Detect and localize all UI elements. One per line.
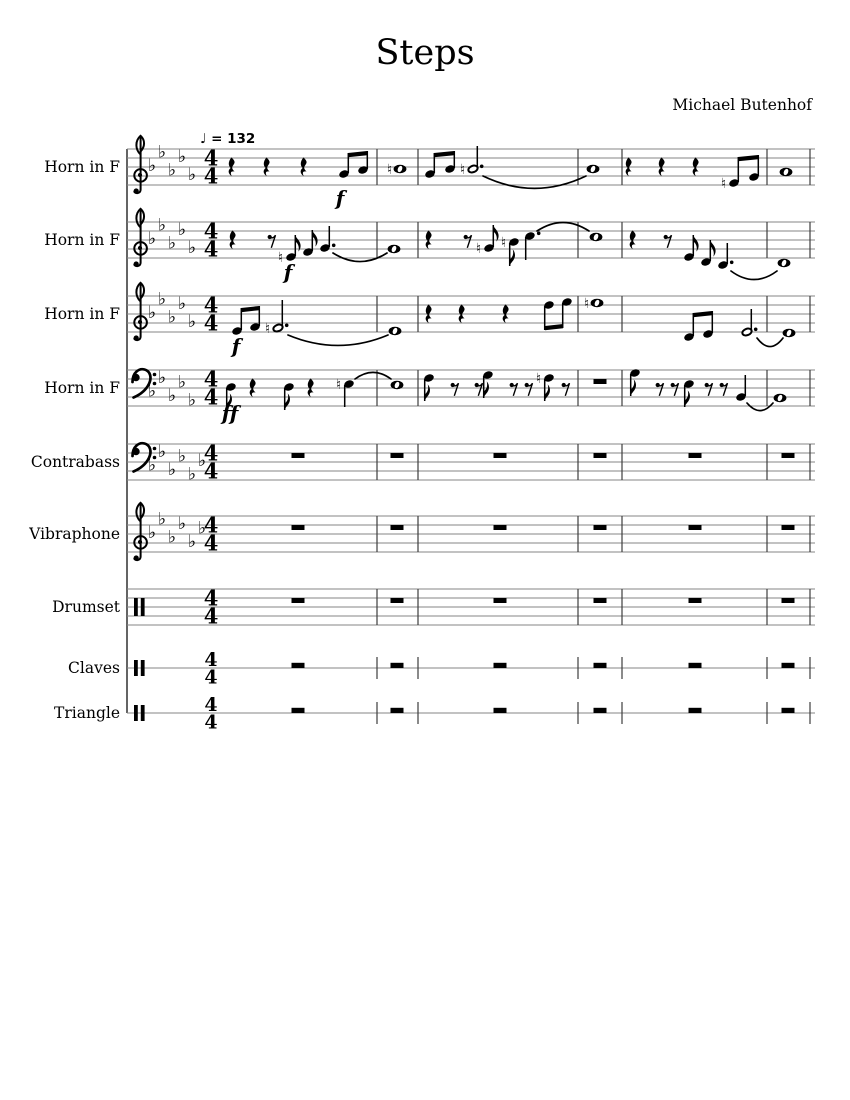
measure-rest[interactable]	[594, 453, 607, 458]
time-signature	[204, 649, 217, 689]
whole-note[interactable]	[584, 296, 603, 312]
svg-text:♭: ♭	[177, 294, 187, 314]
eighth-rest[interactable]	[475, 383, 483, 396]
accidental-natural: ♮	[264, 321, 271, 337]
beam	[348, 151, 367, 157]
measure-rest[interactable]	[689, 598, 702, 603]
measure-rest[interactable]	[391, 453, 404, 458]
svg-text:♭: ♭	[177, 372, 187, 393]
beam	[241, 306, 259, 312]
instrument-label: Horn in F	[44, 231, 120, 249]
instrument-label: Horn in F	[44, 305, 120, 323]
svg-text:4: 4	[203, 218, 219, 244]
svg-text:♭: ♭	[177, 220, 187, 240]
time-signature	[204, 513, 219, 556]
svg-text:4: 4	[203, 440, 219, 466]
svg-text:4: 4	[203, 366, 219, 392]
whole-note[interactable]	[389, 327, 402, 335]
dynamic-marking[interactable]: f	[283, 260, 293, 284]
svg-text:♭: ♭	[147, 303, 157, 323]
eighth-rest[interactable]	[664, 235, 672, 248]
measure-rest[interactable]	[292, 598, 305, 603]
measure-rest[interactable]	[689, 708, 702, 713]
time-signature	[204, 146, 219, 189]
half-note[interactable]	[460, 146, 484, 178]
measure-rest[interactable]	[689, 525, 702, 530]
eighth-note[interactable]	[476, 225, 499, 257]
measure-rest[interactable]	[689, 663, 702, 668]
svg-text:♭: ♭	[187, 464, 197, 485]
measure-rest[interactable]	[292, 708, 305, 713]
instrument-label: Claves	[68, 659, 120, 677]
svg-text:4: 4	[203, 384, 219, 410]
whole-note[interactable]	[391, 381, 404, 389]
svg-text:♭: ♭	[177, 514, 187, 534]
staff-horn-in-f-3	[44, 367, 815, 426]
time-signature	[204, 694, 217, 734]
accidental-natural: ♮	[459, 162, 466, 178]
eighth-rest[interactable]	[510, 383, 518, 396]
time-signature	[204, 219, 219, 262]
eighth-note[interactable]	[231, 308, 243, 336]
instrument-label: Drumset	[52, 598, 120, 616]
note-flag	[710, 240, 715, 257]
augmentation-dot	[332, 244, 336, 248]
eighth-note[interactable]	[721, 157, 740, 192]
beam	[434, 151, 454, 157]
svg-text:♭: ♭	[147, 381, 157, 402]
svg-text:4: 4	[203, 145, 219, 171]
staff-drumset-6	[52, 586, 815, 629]
measure-rest[interactable]	[494, 525, 507, 530]
svg-text:4: 4	[203, 530, 219, 556]
svg-text:4: 4	[204, 711, 218, 734]
whole-note[interactable]	[388, 245, 401, 253]
measure-rest[interactable]	[782, 708, 795, 713]
quarter-note[interactable]	[717, 243, 733, 270]
time-signature	[204, 441, 219, 484]
svg-text:4: 4	[203, 603, 219, 629]
svg-text:♭: ♭	[167, 386, 177, 406]
svg-text:♭: ♭	[167, 460, 177, 480]
measure-rest[interactable]	[391, 598, 404, 603]
svg-text:4: 4	[204, 666, 218, 689]
note-flag	[493, 225, 498, 242]
measure-rest[interactable]	[782, 525, 795, 530]
eighth-rest[interactable]	[705, 383, 713, 396]
accidental-natural: ♮	[535, 371, 542, 387]
beam	[545, 324, 563, 330]
key-signature	[148, 442, 206, 485]
whole-note[interactable]	[774, 394, 787, 402]
instrument-label: Vibraphone	[29, 525, 120, 543]
svg-text:4: 4	[203, 163, 219, 189]
augmentation-dot	[285, 324, 289, 328]
eighth-rest[interactable]	[525, 383, 533, 396]
note-flag	[425, 384, 430, 401]
score-title: Steps	[375, 33, 475, 73]
note-flag	[545, 384, 550, 401]
note-flag	[312, 230, 317, 247]
whole-note[interactable]	[778, 259, 791, 267]
svg-text:♭: ♭	[187, 312, 197, 332]
whole-note[interactable]	[590, 233, 603, 241]
staff-horn-in-f-2	[44, 283, 815, 359]
svg-text:♭: ♭	[167, 160, 177, 181]
staff-system	[28, 136, 815, 734]
svg-text:4: 4	[203, 585, 219, 611]
tempo-marking[interactable]: ♩ = 132	[200, 131, 256, 147]
measure-rest[interactable]	[689, 453, 702, 458]
beam	[693, 311, 712, 317]
staff-claves-7	[68, 649, 815, 689]
accidental-natural: ♮	[277, 250, 284, 266]
measure-rest[interactable]	[494, 708, 507, 713]
measure-rest[interactable]	[391, 663, 404, 668]
svg-text:4: 4	[203, 310, 219, 336]
accidental-natural: ♮	[583, 296, 590, 312]
whole-note[interactable]	[587, 165, 600, 173]
measure-rest[interactable]	[594, 379, 607, 384]
eighth-note[interactable]	[683, 313, 695, 342]
staff-vibraphone-5	[28, 503, 815, 561]
svg-text:4: 4	[203, 292, 219, 318]
eighth-rest[interactable]	[562, 383, 570, 396]
svg-text:♭: ♭	[147, 523, 157, 543]
svg-text:♭: ♭	[157, 142, 167, 163]
augmentation-dot	[480, 165, 484, 169]
measure-rest[interactable]	[782, 598, 795, 603]
eighth-rest[interactable]	[720, 383, 728, 396]
tie	[483, 176, 586, 188]
measure-rest[interactable]	[292, 525, 305, 530]
svg-text:♭: ♭	[197, 518, 207, 539]
eighth-rest[interactable]	[268, 235, 276, 248]
eighth-rest[interactable]	[671, 383, 679, 396]
quarter-note[interactable]	[524, 231, 540, 260]
measure-rest[interactable]	[782, 453, 795, 458]
svg-text:♭: ♭	[177, 446, 187, 467]
note-flag	[685, 390, 690, 407]
tie	[355, 372, 391, 379]
eighth-rest[interactable]	[656, 383, 664, 396]
accidental-natural: ♮	[386, 162, 393, 178]
measure-rest[interactable]	[594, 525, 607, 530]
svg-text:♭: ♭	[157, 289, 167, 310]
svg-text:♭: ♭	[197, 451, 207, 471]
measure-rest[interactable]	[292, 453, 305, 458]
note-flag	[285, 393, 290, 410]
eighth-note[interactable]	[629, 368, 641, 396]
measure-rest[interactable]	[391, 708, 404, 713]
measure-rest[interactable]	[782, 663, 795, 668]
half-note[interactable]	[265, 300, 289, 337]
beam	[738, 155, 758, 161]
time-signature	[204, 367, 219, 410]
tie	[731, 271, 777, 280]
accidental-natural: ♮	[720, 176, 727, 192]
svg-text:♭: ♭	[167, 527, 177, 548]
svg-text:4: 4	[203, 236, 219, 262]
svg-text:♭: ♭	[157, 368, 167, 388]
tie	[333, 253, 387, 262]
measure-rest[interactable]	[292, 663, 305, 668]
tie	[288, 335, 388, 345]
measure-rest[interactable]	[594, 598, 607, 603]
dynamic-marking[interactable]: f	[335, 186, 345, 210]
note-flag	[484, 381, 489, 398]
svg-text:♭: ♭	[157, 509, 167, 530]
accidental-natural: ♮	[475, 241, 482, 257]
accidental-natural: ♮	[500, 235, 507, 251]
augmentation-dot	[754, 328, 758, 332]
accidental-natural: ♮	[335, 377, 342, 393]
staff-contrabass-4	[31, 441, 815, 485]
eighth-note[interactable]	[700, 240, 715, 267]
measure-rest[interactable]	[391, 525, 404, 530]
measure-rest[interactable]	[494, 663, 507, 668]
measure-rest[interactable]	[594, 708, 607, 713]
augmentation-dot	[730, 261, 734, 265]
staff-triangle-8	[54, 694, 815, 734]
tie	[757, 338, 783, 347]
augmentation-dot	[537, 232, 541, 236]
eighth-note[interactable]	[482, 370, 494, 398]
whole-note[interactable]	[780, 168, 793, 176]
staff-horn-in-f-1	[44, 209, 815, 285]
tie	[747, 403, 773, 411]
svg-text:♭: ♭	[187, 165, 197, 185]
svg-text:♭: ♭	[147, 229, 157, 249]
svg-text:♭: ♭	[177, 147, 187, 167]
tie	[537, 222, 589, 231]
svg-text:4: 4	[203, 458, 219, 484]
measure-rest[interactable]	[494, 453, 507, 458]
svg-text:♭: ♭	[187, 532, 197, 552]
quarter-note[interactable]	[336, 377, 355, 407]
svg-text:♭: ♭	[187, 238, 197, 258]
time-signature	[204, 293, 219, 336]
dynamic-marking[interactable]: ff	[221, 401, 239, 425]
eighth-note[interactable]	[302, 230, 317, 257]
instrument-label: Triangle	[54, 704, 120, 722]
svg-text:♭: ♭	[167, 307, 177, 328]
composer-name: Michael Butenhof	[672, 96, 812, 114]
eighth-rest[interactable]	[451, 383, 459, 396]
dynamic-marking[interactable]: f	[231, 334, 241, 358]
svg-text:♭: ♭	[157, 215, 167, 236]
svg-text:♭: ♭	[157, 442, 167, 462]
staff-horn-in-f-0	[44, 136, 815, 211]
svg-text:♭: ♭	[147, 156, 157, 176]
svg-text:♭: ♭	[167, 233, 177, 254]
whole-note[interactable]	[783, 329, 796, 337]
svg-text:♭: ♭	[187, 390, 197, 411]
eighth-rest[interactable]	[464, 235, 472, 248]
instrument-label: Contrabass	[30, 453, 120, 471]
instrument-label: Horn in F	[44, 379, 120, 397]
svg-text:♭: ♭	[147, 455, 157, 476]
time-signature	[204, 586, 219, 629]
svg-text:4: 4	[203, 512, 219, 538]
measure-rest[interactable]	[594, 663, 607, 668]
svg-text:4: 4	[204, 649, 218, 671]
eighth-note[interactable]	[683, 379, 695, 407]
measure-rest[interactable]	[494, 598, 507, 603]
instrument-label: Horn in F	[44, 158, 120, 176]
svg-text:4: 4	[204, 694, 218, 716]
